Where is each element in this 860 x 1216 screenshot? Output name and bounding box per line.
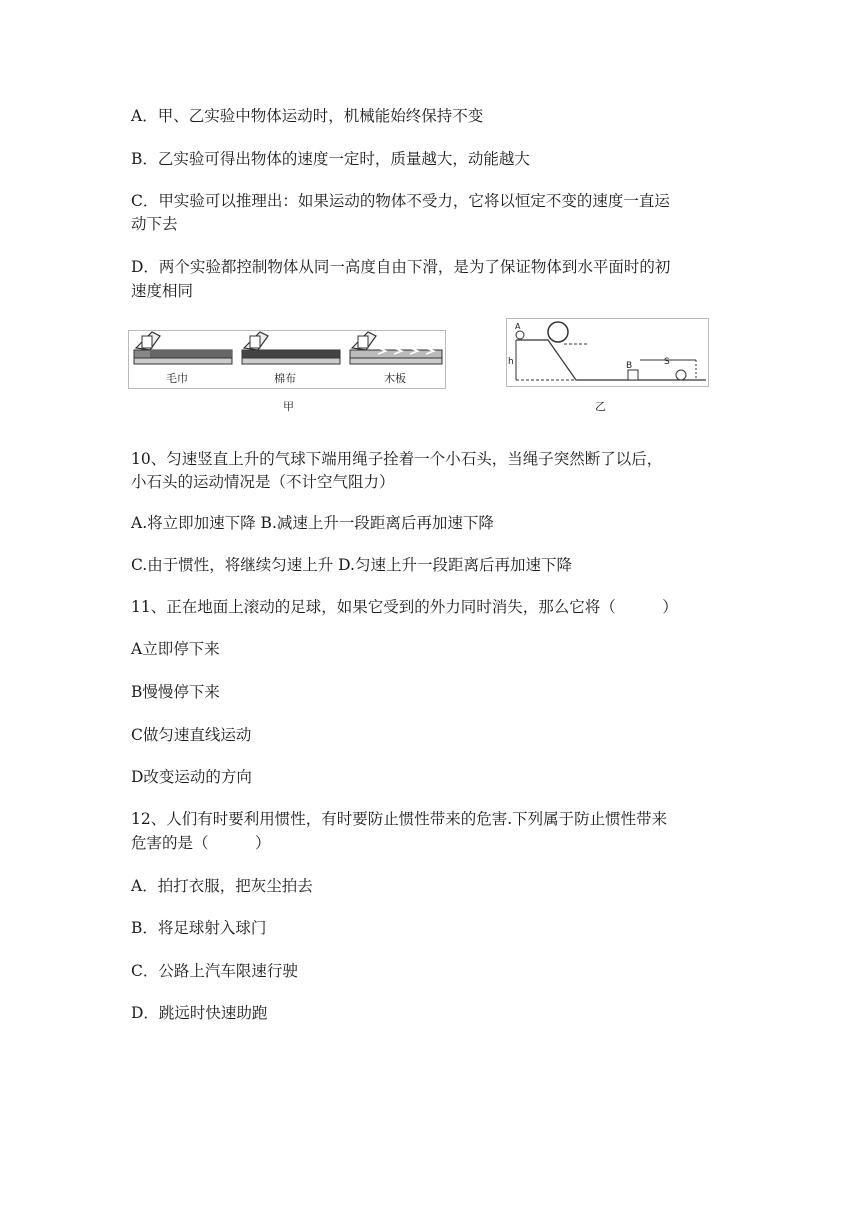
q9-option-b: B．乙实验可得出物体的速度一定时，质量越大，动能越大 [131, 150, 530, 168]
q12-stem-line2: 危害的是（ ） [131, 834, 271, 852]
label-a: A [515, 322, 521, 331]
q9-option-c-line2: 动下去 [131, 215, 178, 233]
q9-option-a: A．甲、乙实验中物体运动时，机械能始终保持不变 [131, 107, 484, 125]
figure-yi-caption: 乙 [595, 400, 606, 413]
surface-label-towel: 毛巾 [166, 372, 188, 385]
q11-option-d: D改变运动的方向 [131, 768, 252, 786]
q10-options-line1: A.将立即加速下降 B.减速上升一段距离后再加速下降 [131, 514, 494, 532]
ramp-towel [134, 332, 232, 364]
ramp-wood-board [350, 332, 442, 364]
q11-option-a: A立即停下来 [131, 640, 220, 658]
q10-stem-line2: 小石头的运动情况是（不计空气阻力） [131, 473, 395, 491]
q12-option-a: A．拍打衣服，把灰尘拍去 [131, 877, 313, 895]
q12-option-d: D．跳远时快速助跑 [131, 1004, 268, 1022]
q9-option-d-line2: 速度相同 [131, 282, 194, 300]
q12-option-c: C．公路上汽车限速行驶 [131, 962, 298, 980]
figure-jia-caption: 甲 [283, 400, 294, 413]
figure-yi-incline [506, 318, 710, 390]
q10-options-line2: C.由于惯性，将继续匀速上升 D.匀速上升一段距离后再加速下降 [131, 556, 572, 574]
q10-stem-line1: 10、匀速竖直上升的气球下端用绳子拴着一个小石头，当绳子突然断了以后， [131, 450, 663, 468]
q11-stem: 11、正在地面上滚动的足球，如果它受到的外力同时消失，那么它将（ ） [131, 598, 678, 616]
label-h: h [508, 357, 514, 367]
q9-option-d-line1: D．两个实验都控制物体从同一高度自由下滑，是为了保证物体到水平面时的初 [131, 258, 671, 276]
surface-label-cotton: 棉布 [274, 372, 296, 385]
q11-option-c: C做匀速直线运动 [131, 726, 252, 744]
q12-option-b: B．将足球射入球门 [131, 919, 267, 937]
ramp-cotton [242, 332, 340, 364]
q9-option-c-line1: C．甲实验可以推理出：如果运动的物体不受力，它将以恒定不变的速度一直运 [131, 192, 670, 210]
q12-stem-line1: 12、人们有时要利用惯性，有时要防止惯性带来的危害.下列属于防止惯性带来 [131, 810, 668, 828]
experiment-figures [128, 318, 718, 418]
label-s: S [664, 357, 670, 367]
label-b: B [626, 361, 633, 371]
surface-label-wood: 木板 [384, 372, 406, 385]
q11-option-b: B慢慢停下来 [131, 683, 220, 701]
